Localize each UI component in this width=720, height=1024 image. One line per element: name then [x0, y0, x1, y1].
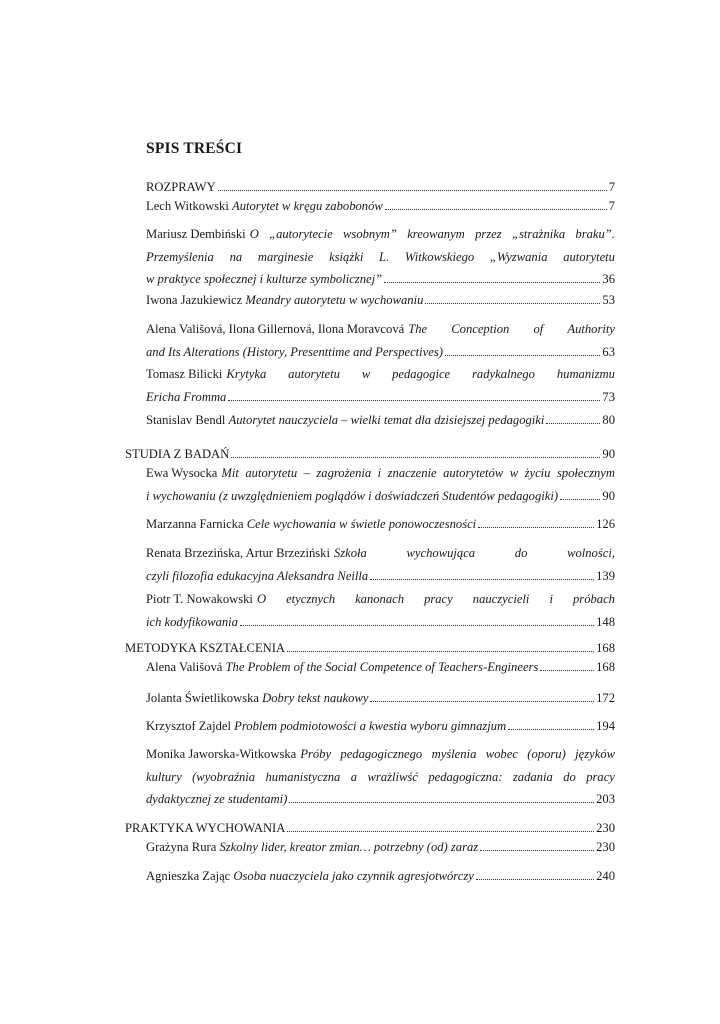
entry-author: Mariusz Dembiński — [146, 227, 246, 241]
toc-entry-line — [146, 791, 615, 807]
dot-leader — [540, 670, 594, 671]
page-number: 126 — [596, 517, 615, 531]
page-number: 90 — [602, 447, 615, 461]
entry-text — [146, 791, 287, 807]
entry-author: Marzanna Farnicka — [146, 517, 244, 531]
entry-text — [146, 516, 476, 532]
entry-author: Stanislav Bendl — [146, 413, 226, 427]
entry-title: and Its Alterations (History, Presenttime and Perspectives) — [146, 344, 443, 359]
entry-text — [146, 344, 443, 360]
dot-leader — [287, 651, 594, 652]
entry-author: Monika Jaworska-Witkowska — [146, 747, 297, 761]
entry-author: Jolanta Świetlikowska — [146, 691, 259, 705]
entry-text — [146, 568, 368, 584]
dot-leader — [287, 831, 594, 832]
entry-author: Iwona Jazukiewicz — [146, 293, 243, 307]
entry-author: Alena Vališová — [146, 660, 223, 674]
entry-text — [146, 412, 544, 428]
entry-author: Lech Witkowski — [146, 199, 229, 213]
entry-text — [146, 465, 615, 481]
page-number: 63 — [602, 344, 615, 359]
section-name: STUDIA Z BADAŃ — [125, 447, 230, 461]
entry-author: Renata Brzezińska, Artur Brzeziński — [146, 546, 330, 560]
dot-leader — [289, 802, 594, 803]
section-heading — [146, 179, 615, 195]
toc-entry-line — [146, 249, 615, 265]
entry-title: O „autorytecie wsobnym” kreowanym przez „strażnika braku”. — [249, 227, 615, 241]
toc-entry-line — [146, 868, 615, 884]
entry-text — [146, 746, 615, 762]
dot-leader — [384, 282, 600, 283]
toc-entry-line — [146, 690, 615, 706]
toc-entry-line — [146, 659, 615, 675]
page-number: 139 — [596, 568, 615, 583]
entry-title: The Conception of Authority — [408, 322, 615, 336]
page-number: 230 — [596, 840, 615, 854]
toc-entry-line — [146, 718, 615, 734]
page-number: 7 — [608, 199, 615, 213]
page-number: 7 — [608, 180, 615, 194]
entry-title: dydaktycznej ze studentami) — [146, 792, 288, 806]
dot-leader — [478, 527, 594, 528]
dot-leader — [370, 701, 594, 702]
entry-author: Agnieszka Zając — [146, 869, 231, 883]
toc-entry-line — [146, 198, 615, 214]
entry-author: Piotr T. Nowakowski — [146, 592, 253, 606]
toc-entry-line — [146, 769, 615, 785]
section-name: ROZPRAWY — [146, 180, 216, 194]
toc-entry-line — [146, 344, 615, 360]
entry-author: Grażyna Rura — [146, 840, 217, 854]
page-number: 168 — [596, 641, 615, 655]
entry-text — [146, 868, 474, 884]
page-number: 203 — [596, 792, 615, 806]
entry-title: ich kodyfikowania — [146, 614, 238, 629]
toc-entry-line — [146, 568, 615, 584]
toc-entry-line — [146, 591, 615, 607]
entry-author: Krzysztof Zajdel — [146, 719, 231, 733]
entry-title: kultury (wyobraźnia humanistyczna a wrażliwść pedagogiczna: zadania do pracy — [146, 769, 615, 784]
entry-text — [146, 488, 558, 504]
dot-leader — [445, 355, 600, 356]
page-number: 194 — [596, 719, 615, 733]
entry-text — [146, 690, 368, 706]
entry-title: Szkolny lider, kreator zmian… potrzebny (od) zaraz — [219, 840, 479, 854]
toc-title: SPIS TREŚCI — [146, 140, 243, 157]
toc-entry-line — [146, 271, 615, 287]
entry-title: Autorytet w kręgu zabobonów — [232, 199, 383, 213]
entry-author: Tomasz Bilicki — [146, 367, 223, 381]
entry-title: Mit autorytetu – zagrożenia i znaczenie autorytetów w życiu społecznym — [221, 466, 615, 480]
entry-text — [146, 718, 506, 734]
dot-leader — [228, 400, 600, 401]
entry-text — [146, 769, 615, 785]
entry-title: Ericha Fromma — [146, 389, 227, 404]
page-number: 90 — [602, 488, 615, 503]
entry-title: w praktyce społecznej i kulturze symbolicznej” — [146, 272, 383, 286]
dot-leader — [385, 209, 607, 210]
page-number: 148 — [596, 614, 615, 629]
toc-entry-line — [146, 545, 615, 561]
page-number: 80 — [602, 413, 615, 427]
entry-title: Przemyślenia na marginesie książki L. Witkowskiego „Wyzwania autorytetu — [146, 249, 615, 264]
entry-author: Alena Vališová, Ilona Gillernová, Ilona Moravcová — [146, 322, 405, 336]
dot-leader — [560, 499, 600, 500]
toc-entry-line — [146, 412, 615, 428]
dot-leader — [231, 457, 600, 458]
dot-leader — [480, 850, 594, 851]
entry-title: Dobry tekst naukowy — [262, 691, 369, 705]
entry-text — [146, 366, 615, 382]
toc-entry-line — [146, 366, 615, 382]
dot-leader — [240, 625, 594, 626]
toc-entry-line — [146, 614, 615, 630]
toc-entry-line — [146, 488, 615, 504]
toc-entry-line — [146, 746, 615, 762]
dot-leader — [370, 579, 594, 580]
dot-leader — [508, 729, 594, 730]
entry-text — [146, 389, 226, 405]
toc-entry-line — [146, 389, 615, 405]
toc-entry-line — [146, 321, 615, 337]
toc-entry-line — [146, 292, 615, 308]
dot-leader — [476, 879, 594, 880]
dot-leader — [218, 190, 607, 191]
page-number: 230 — [596, 821, 615, 835]
entry-text — [146, 249, 615, 265]
section-heading — [125, 640, 615, 656]
entry-text — [146, 591, 615, 607]
page-number: 36 — [602, 272, 615, 286]
entry-text — [146, 198, 383, 214]
page-number: 168 — [596, 660, 615, 674]
entry-title: czyli filozofia edukacyjna Aleksandra Neilla — [146, 568, 369, 583]
entry-title: Problem podmiotowości a kwestia wyboru gimnazjum — [234, 719, 507, 733]
entry-text — [146, 271, 382, 287]
entry-title: Autorytet nauczyciela – wielki temat dla dzisiejszej pedagogiki — [228, 413, 545, 427]
entry-title: O etycznych kanonach pracy nauczycieli i próbach — [256, 592, 615, 606]
section-name: PRAKTYKA WYCHOWANIA — [125, 821, 286, 835]
page-number: 240 — [596, 869, 615, 883]
entry-title: Próby pedagogicznego myślenia wobec (oporu) języków — [300, 747, 615, 761]
toc-entry-line — [146, 465, 615, 481]
entry-title: Meandry autorytetu w wychowaniu — [245, 293, 424, 307]
entry-title: Szkoła wychowująca do wolności, — [333, 546, 615, 560]
entry-title: Osoba nuaczyciela jako czynnik agresjotwórczy — [233, 869, 474, 883]
entry-title: i wychowaniu (z uwzględnieniem poglądów i doświadczeń Studentów pedagogiki) — [146, 488, 559, 503]
entry-text — [146, 321, 615, 337]
entry-text — [146, 292, 423, 308]
toc-entry-line — [146, 516, 615, 532]
section-heading — [125, 820, 615, 836]
dot-leader — [425, 303, 600, 304]
dot-leader — [546, 423, 600, 424]
section-name: METODYKA KSZTAŁCENIA — [125, 641, 286, 655]
entry-text — [146, 839, 478, 855]
entry-title: The Problem of the Social Competence of Teachers-Engineers — [225, 660, 539, 674]
section-heading — [125, 446, 615, 462]
entry-title: Krytyka autorytetu w pedagogice radykalnego humanizmu — [226, 367, 615, 381]
entry-author: Ewa Wysocka — [146, 466, 218, 480]
entry-text — [146, 614, 238, 630]
entry-title: Cele wychowania w świetle ponowoczesności — [246, 517, 477, 531]
page-number: 53 — [602, 293, 615, 307]
entry-text — [146, 545, 615, 561]
toc-entry-line — [146, 839, 615, 855]
toc-entry-line — [146, 226, 615, 242]
page-number: 73 — [602, 389, 615, 404]
entry-text — [146, 659, 538, 675]
entry-text — [146, 226, 615, 242]
page-number: 172 — [596, 691, 615, 705]
